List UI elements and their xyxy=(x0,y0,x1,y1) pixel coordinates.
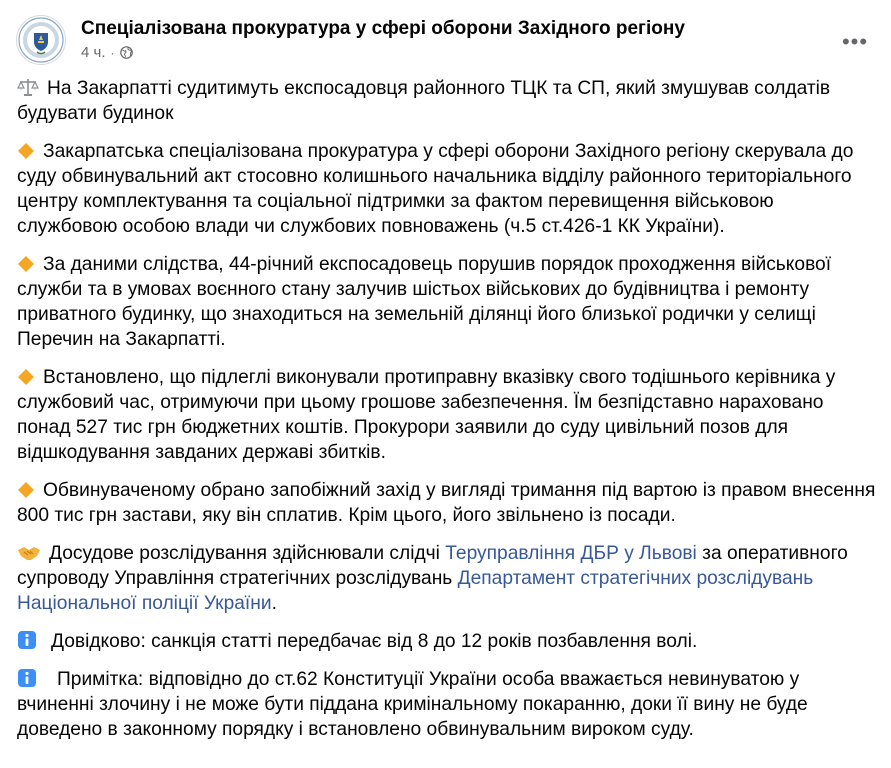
paragraph-text: Встановлено, що підлеглі виконували протиправну вказівку свого тодішнього керівника у службовий час, отримуючи при цьому грошове забезпечення. Їм безпідставно нараховано понад 527 тис грн бюджетних коштів. Прокурори заявили до суду цивільний позов для відшкодування завданих державі збитків. xyxy=(17,367,836,463)
post-meta xyxy=(81,44,133,61)
post-header xyxy=(16,10,875,66)
national-police-department-link[interactable]: Департамент стратегічних розслідувань Національної поліції України xyxy=(17,568,814,614)
handshake-icon xyxy=(17,544,41,562)
paragraph-text: . xyxy=(271,593,277,614)
more-horizontal-icon: ••• xyxy=(841,29,869,54)
prosecutor-emblem-icon xyxy=(17,16,65,64)
post-time[interactable]: 4 ч. xyxy=(81,44,106,61)
paragraph-text: за оперативного супроводу Управління стратегічних розслідувань xyxy=(17,543,848,589)
scales-icon xyxy=(17,77,39,97)
paragraph-text: Обвинуваченому обрано запобіжний захід у вигляді тримання під вартою із правом внесення 800 тис грн застави, яку він сплатив. Крім цього, його звільнено із посади. xyxy=(17,480,876,526)
meta-separator: · xyxy=(110,45,115,60)
orange-diamond-icon xyxy=(17,481,35,499)
paragraph-text: Довідково: санкція статті передбачає від 8 до 12 років позбавлення волі. xyxy=(51,631,698,652)
post-paragraph xyxy=(17,139,877,239)
post-paragraph xyxy=(17,629,877,654)
info-icon xyxy=(17,668,37,688)
post-paragraph xyxy=(17,541,877,616)
paragraph-text: Досудове розслідування здійснювали слідчі xyxy=(49,543,446,564)
post-text xyxy=(17,76,877,755)
page-avatar[interactable] xyxy=(16,15,66,65)
paragraph-text: На Закарпатті судитимуть експосадовця районного ТЦК та СП, який змушував солдатів будувати будинок xyxy=(17,78,831,124)
orange-diamond-icon xyxy=(17,142,35,160)
page-name-link[interactable]: Спеціалізована прокуратура у сфері оборони Західного регіону xyxy=(81,18,685,39)
post-paragraph xyxy=(17,252,877,352)
info-icon xyxy=(17,630,37,650)
post-paragraph xyxy=(17,365,877,465)
dbr-lviv-link[interactable]: Теруправління ДБР у Львові xyxy=(445,543,697,564)
orange-diamond-icon xyxy=(17,255,35,273)
post-paragraph xyxy=(17,478,877,528)
orange-diamond-icon xyxy=(17,368,35,386)
post-paragraph-title xyxy=(17,76,877,126)
paragraph-text: За даними слідства, 44-річний експосадовець порушив порядок проходження військової служби та в умовах воєнного стану залучив шістьох військових до будівництва і ремонту приватного будинку, що знаходиться на земельній ділянці його близької родички у селищі Перечин на Закарпатті. xyxy=(17,254,832,350)
paragraph-text: Закарпатська спеціалізована прокуратура у сфері оборони Західного регіону скерувала до суду обвинувальний акт стосовно колишнього начальника відділу районного територіального центру комплектування та соціальної підтримки за фактом перевищення військовою службовою особою влади чи службових повноважень (ч.5 ст.426-1 КК України). xyxy=(17,141,854,237)
post-paragraph xyxy=(17,667,877,742)
paragraph-text: Примітка: відповідно до ст.62 Конституції України особа вважається невинуватою у вчиненні злочину і не може бути піддана кримінальному покаранню, доки її вину не буде доведено в законному порядку і встановлено обвинувальним вироком суду. xyxy=(17,669,808,740)
globe-icon[interactable] xyxy=(120,46,133,59)
more-options-button[interactable] xyxy=(837,24,873,60)
